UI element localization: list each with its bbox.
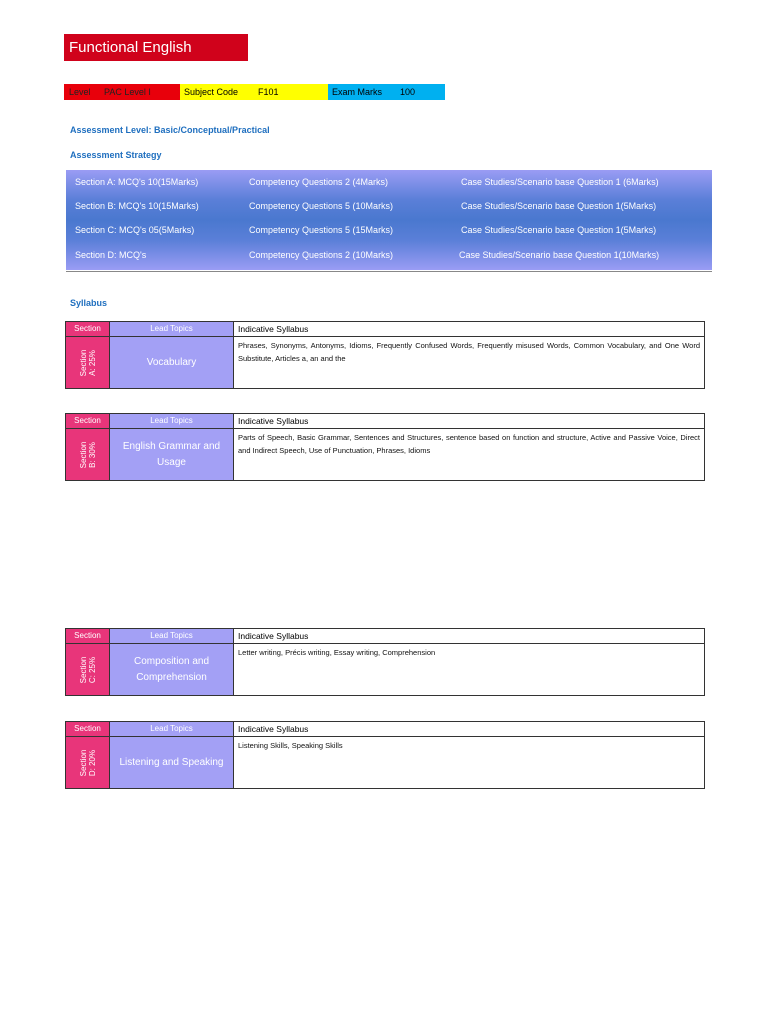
section-word: Section	[78, 349, 88, 376]
indicative-syllabus: Parts of Speech, Basic Grammar, Sentences and Structures, sentence based on function and structure, Active and Passive Voice, Direct and Indirect Speech, Use of Punctuation, Phrases, Idioms	[238, 433, 700, 455]
header-indicative-syllabus: Indicative Syllabus	[234, 629, 704, 643]
section-weight-label	[79, 441, 97, 468]
header-lead-topics: Lead Topics	[110, 722, 234, 736]
strategy-mcq: Section A: MCQ's 10(15Marks)	[75, 177, 199, 187]
indicative-syllabus: Listening Skills, Speaking Skills	[238, 741, 343, 750]
strategy-row	[66, 194, 712, 219]
syllabus-table-header	[66, 629, 704, 644]
subject-code-value: F101	[258, 87, 279, 97]
section-weight: D: 20%	[87, 749, 97, 776]
strategy-competency: Competency Questions 5 (15Marks)	[249, 225, 394, 235]
level-label: Level	[69, 87, 91, 97]
section-weight-cell	[66, 644, 110, 695]
syllabus-table-section-b	[65, 413, 705, 481]
strategy-case-study: Case Studies/Scenario base Question 1(10Marks)	[459, 250, 660, 260]
syllabus-table-row	[66, 644, 704, 695]
syllabus-table-section-d	[65, 721, 705, 789]
header-lead-topics: Lead Topics	[110, 414, 234, 428]
header-section: Section	[66, 414, 110, 428]
section-weight-cell	[66, 337, 110, 388]
strategy-competency: Competency Questions 5 (10Marks)	[249, 201, 394, 211]
strategy-case-study: Case Studies/Scenario base Question 1(5Marks)	[461, 201, 657, 211]
indicative-syllabus: Phrases, Synonyms, Antonyms, Idioms, Frequently Confused Words, Frequently misused Words, Common Vocabulary, and One Word Substitute, Articles a, an and the	[238, 341, 700, 363]
strategy-mcq: Section C: MCQ's 05(5Marks)	[75, 225, 195, 235]
strategy-mcq: Section D: MCQ's	[75, 250, 147, 260]
header-indicative-syllabus: Indicative Syllabus	[234, 414, 704, 428]
header-lead-topics: Lead Topics	[110, 629, 234, 643]
header-indicative-syllabus: Indicative Syllabus	[234, 322, 704, 336]
section-word: Section	[78, 441, 88, 468]
lead-topic: English Grammar and Usage	[110, 429, 234, 480]
strategy-competency: Competency Questions 2 (4Marks)	[249, 177, 389, 187]
section-weight: C: 25%	[87, 656, 97, 683]
strategy-row	[66, 218, 712, 243]
header-section: Section	[66, 322, 110, 336]
section-weight-label	[79, 656, 97, 683]
header-lead-topics: Lead Topics	[110, 322, 234, 336]
section-weight: B: 30%	[87, 441, 97, 468]
strategy-row	[66, 170, 712, 195]
lead-topic: Composition and Comprehension	[110, 644, 234, 695]
divider	[66, 271, 712, 272]
course-info-row	[64, 84, 445, 100]
syllabus-table-section-a	[65, 321, 705, 389]
level-value: PAC Level I	[104, 87, 151, 97]
page-title: Functional English	[64, 34, 248, 61]
syllabus-table-row	[66, 737, 704, 788]
indicative-syllabus: Letter writing, Précis writing, Essay writing, Comprehension	[238, 648, 436, 657]
syllabus-table-header	[66, 322, 704, 337]
strategy-competency: Competency Questions 2 (10Marks)	[249, 250, 394, 260]
section-weight: A: 25%	[87, 349, 97, 376]
subject-code-cell	[180, 84, 328, 100]
subject-code-label: Subject Code	[184, 87, 239, 97]
level-cell	[64, 84, 180, 100]
syllabus-heading: Syllabus	[70, 298, 108, 308]
header-section: Section	[66, 629, 110, 643]
strategy-case-study: Case Studies/Scenario base Question 1(5Marks)	[461, 225, 657, 235]
section-word: Section	[78, 749, 88, 776]
syllabus-table-section-c	[65, 628, 705, 696]
strategy-mcq: Section B: MCQ's 10(15Marks)	[75, 201, 199, 211]
lead-topic: Vocabulary	[110, 337, 234, 388]
header-indicative-syllabus: Indicative Syllabus	[234, 722, 704, 736]
section-word: Section	[78, 656, 88, 683]
section-weight-label	[79, 349, 97, 376]
assessment-level: Assessment Level: Basic/Conceptual/Practical	[70, 125, 270, 135]
exam-marks-cell	[328, 84, 445, 100]
syllabus-table-row	[66, 429, 704, 480]
strategy-case-study: Case Studies/Scenario base Question 1 (6Marks)	[461, 177, 659, 187]
syllabus-table-header	[66, 414, 704, 429]
lead-topic: Listening and Speaking	[110, 737, 234, 788]
syllabus-table-row	[66, 337, 704, 388]
section-weight-cell	[66, 429, 110, 480]
assessment-strategy-heading: Assessment Strategy	[70, 150, 162, 160]
header-section: Section	[66, 722, 110, 736]
exam-marks-label: Exam Marks	[332, 87, 383, 97]
assessment-strategy-table	[66, 170, 712, 270]
exam-marks-value: 100	[400, 87, 416, 97]
strategy-row	[66, 243, 712, 268]
syllabus-table-header	[66, 722, 704, 737]
section-weight-label	[79, 749, 97, 776]
section-weight-cell	[66, 737, 110, 788]
